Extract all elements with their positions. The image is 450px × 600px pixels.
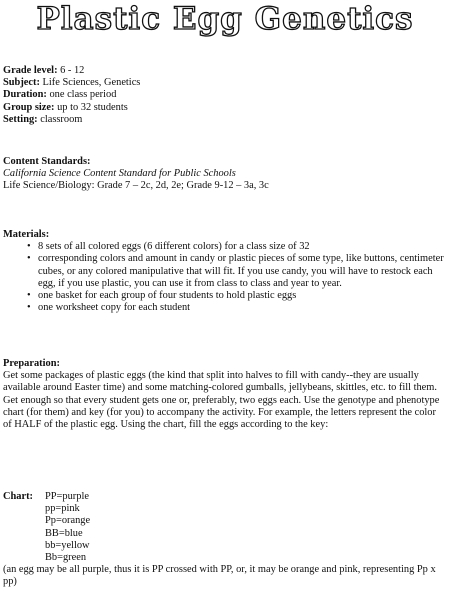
list-item: • corresponding colors and amount in candy or plastic pieces of some type, like buttons, centimeter cubes, or any colored manipulative that will fit. If you use candy, you will have to restock each egg, if you use plastic, you can use it from class to class and year to year. [27, 253, 447, 290]
content-standards-section [3, 156, 447, 193]
info-label: Grade level: [3, 65, 58, 76]
chart-entry: PP=purple [45, 491, 89, 502]
info-value: Life Sciences, Genetics [39, 77, 141, 89]
info-setting [3, 114, 447, 126]
chart-entry: Bb=green [45, 552, 87, 564]
info-value: classroom [37, 113, 83, 125]
chart-section [3, 491, 447, 589]
info-label: Setting: [3, 113, 38, 125]
list-item: • 8 sets of all colored eggs (6 different colors) for a class size of 32 [27, 241, 447, 253]
chart-entry: bb=yellow [45, 539, 90, 551]
info-subject [3, 77, 447, 89]
section-heading: Preparation: [3, 358, 60, 369]
preparation-text: Get some packages of plastic eggs (the kind that split into halves to fill with candy--they are usually available around Easter time) and some matching-colored gumballs, jellybeans, skittles, etc. to fill them. Get enough so that every student gets one or, preferably, two eggs each. Use the genotype and phenotype chart (for them) and key (for you) to accompany the activity. For example, the letters represent the color of HALF of the plastic egg. Using the chart, fill the eggs according to the key: [3, 370, 440, 431]
info-group-size [3, 102, 447, 114]
info-value: 6 - 12 [57, 65, 85, 76]
section-heading: Materials: [3, 229, 50, 240]
section-heading: Chart: [3, 491, 34, 502]
chart-entry: BB=blue [45, 527, 83, 539]
info-value: up to 32 students [54, 101, 128, 113]
list-item: • one basket for each group of four students to hold plastic eggs [27, 290, 447, 302]
chart-entry: pp=pink [45, 503, 80, 515]
info-label: Subject: [3, 77, 40, 89]
lesson-info [3, 65, 447, 126]
list-item: • one worksheet copy for each student [27, 302, 447, 314]
page-title: Plastic Egg Genetics [36, 1, 414, 37]
preparation-section [3, 358, 447, 431]
info-value: one class period [46, 89, 117, 101]
standards-source: California Science Content Standard for Public Schools [3, 168, 236, 180]
section-heading: Content Standards: [3, 156, 91, 167]
info-grade-level [3, 65, 447, 77]
info-label: Group size: [3, 101, 55, 113]
materials-list [3, 241, 447, 314]
standards-detail: Life Science/Biology: Grade 7 – 2c, 2d, 2e; Grade 9-12 – 3a, 3c [3, 180, 269, 192]
chart-entry: Pp=orange [45, 515, 91, 527]
info-duration [3, 89, 447, 101]
chart-list [3, 491, 447, 564]
chart-note: (an egg may be all purple, thus it is PP crossed with PP, or, it may be orange and pink, representing Pp x pp) [3, 564, 436, 588]
info-label: Duration: [3, 89, 47, 101]
materials-section [3, 229, 447, 314]
